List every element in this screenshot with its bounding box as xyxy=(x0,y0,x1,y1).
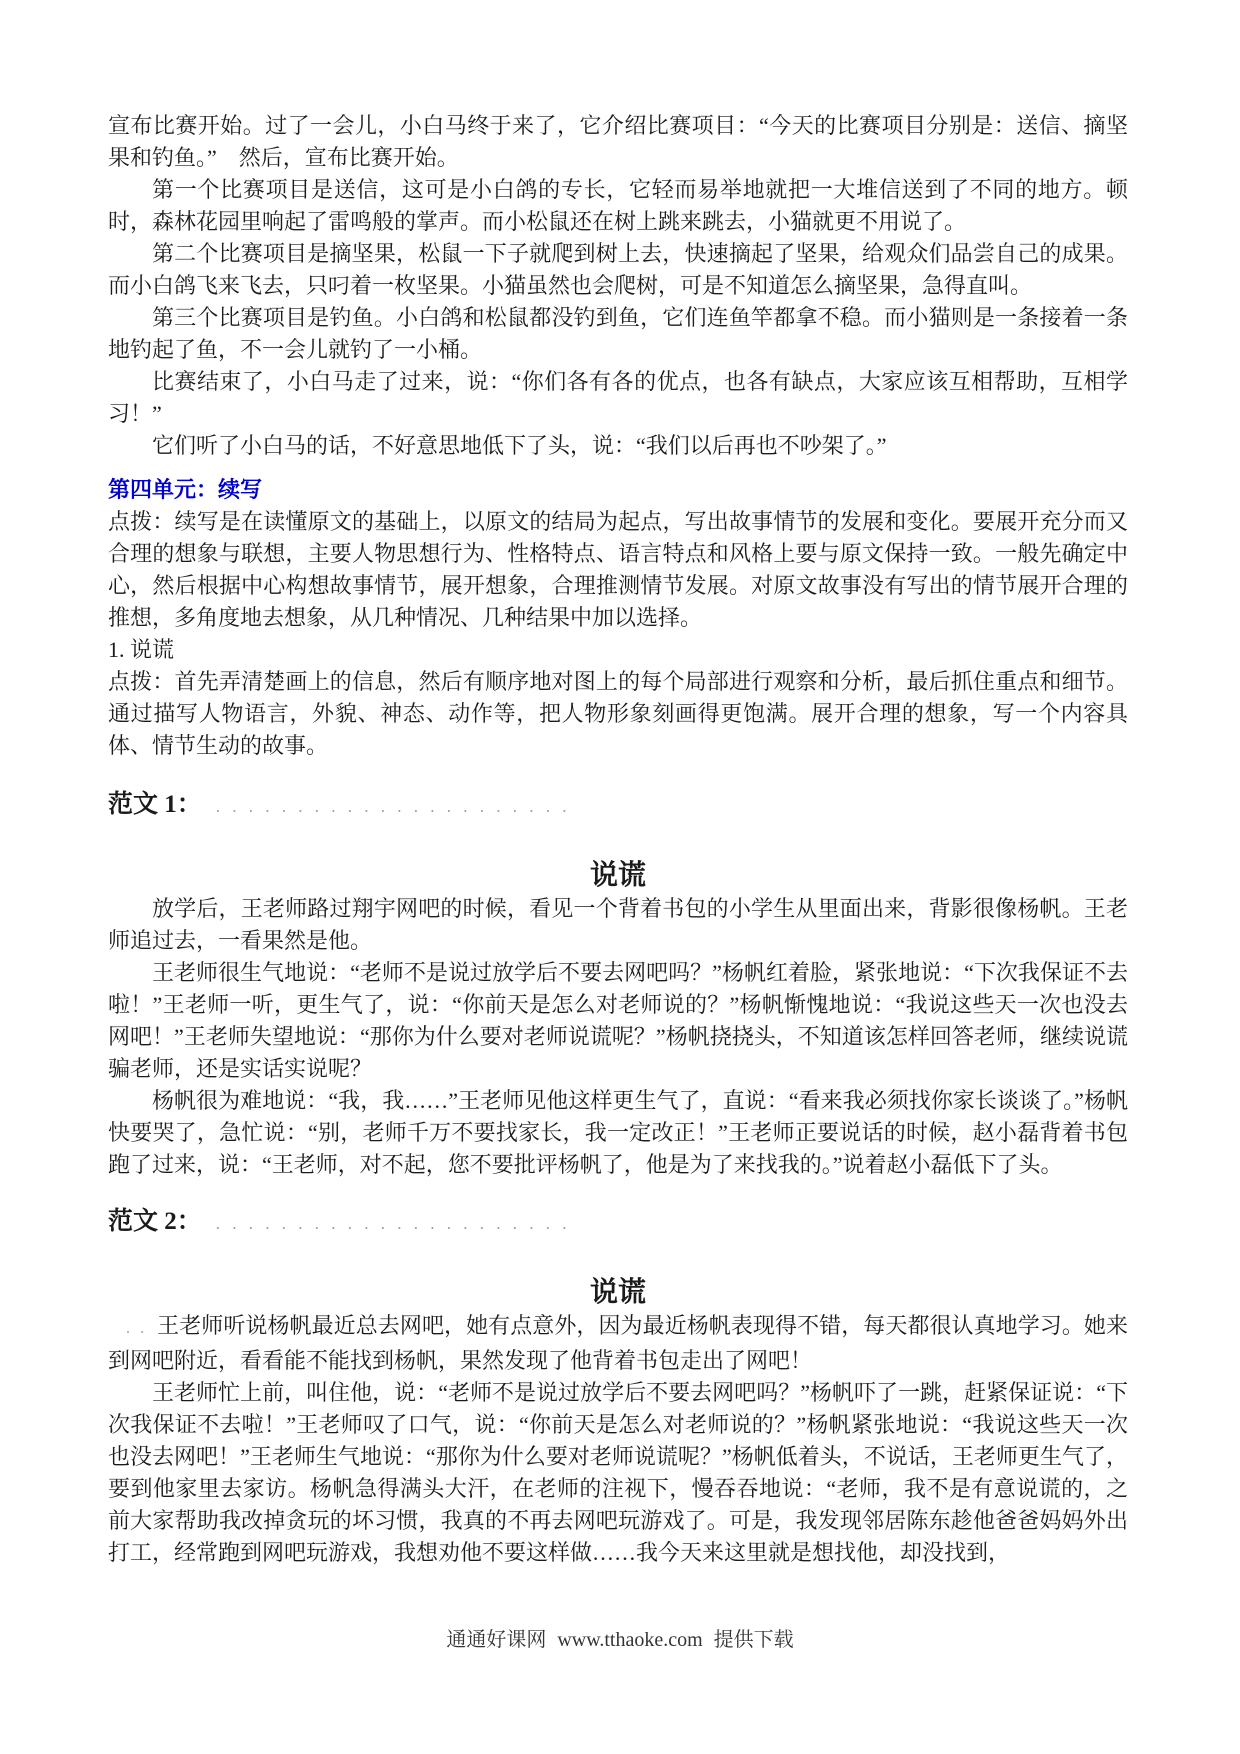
unit-heading: 第四单元：续写 xyxy=(108,477,263,502)
story-paragraph: 第二个比赛项目是摘坚果，松鼠一下子就爬到树上去，快速摘起了坚果，给观众们品尝自己的成果。而小白鸽飞来飞去，只叼着一枚坚果。小猫虽然也会爬树，可是不知道怎么摘坚果，急得直叫。 xyxy=(108,241,1128,298)
sample2-paragraph: 王老师忙上前，叫住他，说：“老师不是说过放学后不要去网吧吗？”杨帆吓了一跳，赶紧保证说：“下次我保证不去啦！”王老师叹了口气，说：“你前天是怎么对老师说的？”杨帆紧张地说：“我说这些天一次也没去网吧！”王老师生气地说：“那你为什么要对老师说谎呢？”杨帆低着头，不说话，王老师更生气了，要到他家里去家访。杨帆急得满头大汗，在老师的注视下，慢吞吞地说：“老师，我不是有意说谎的，之前大家帮助我改掉贪玩的坏习惯，我真的不再去网吧玩游戏了。可是，我发现邻居陈东趁他爸爸妈妈外出打工，经常跑到网吧玩游戏，我想劝他不要这样做……我今天来这里就是想找他，却没找到， xyxy=(108,1380,1128,1565)
sample2-essay-title: 说谎 xyxy=(589,1277,646,1308)
sample2-paragraph-text: 王老师听说杨帆最近总去网吧，她有点意外，因为最近杨帆表现得不错，每天都很认真地学习。她来到网吧附近，看看能不能找到杨帆，果然发现了他背着书包走出了网吧！ xyxy=(108,1313,1128,1373)
sample1-label-row xyxy=(108,788,1128,825)
sample1-paragraph: 放学后，王老师路过翔宇网吧的时候，看见一个背着书包的小学生从里面出来，背影很像杨帆。王老师追过去，一看果然是他。 xyxy=(108,896,1128,953)
sample1-paragraph: 王老师很生气地说：“老师不是说过放学后不要去网吧吗？”杨帆红着脸，紧张地说：“下次我保证不去啦！”王老师一听，更生气了，说：“你前天是怎么对老师说的？”杨帆惭愧地说：“我说这些天一次也没去网吧！”王老师失望地说：“那你为什么要对老师说谎呢？”杨帆挠挠头，不知道该怎样回答老师，继续说谎骗老师，还是实话实说呢？ xyxy=(108,960,1128,1081)
sample2-label-row xyxy=(108,1205,1128,1242)
footer-credit: 通通好课网 www.tthaoke.com 提供下载 xyxy=(446,1629,794,1651)
story-paragraph: 第一个比赛项目是送信，这可是小白鸽的专长，它轻而易举地就把一大堆信送到了不同的地方。顿时，森林花园里响起了雷鸣般的掌声。而小松鼠还在树上跳来跳去，小猫就更不用说了。 xyxy=(108,177,1128,234)
exercise-tip: 点拨：首先弄清楚画上的信息，然后有顺序地对图上的每个局部进行观察和分析，最后抓住重点和细节。通过描写人物语言，外貌、神态、动作等，把人物形象刻画得更饱满。展开合理的想象，写一个内容具体、情节生动的故事。 xyxy=(108,669,1128,758)
story-paragraph: 它们听了小白马的话，不好意思地低下了头，说：“我们以后再也不吵架了。” xyxy=(152,433,887,458)
story-paragraph: 第三个比赛项目是钓鱼。小白鸽和松鼠都没钓到鱼，它们连鱼竿都拿不稳。而小猫则是一条接着一条地钓起了鱼，不一会儿就钓了一小桶。 xyxy=(108,305,1128,362)
lead-dots: . . xyxy=(126,1320,148,1337)
sample1-essay-title: 说谎 xyxy=(589,860,646,891)
dotted-line: . . . . . . . . . . . . . . . . . . . . . . xyxy=(215,1214,571,1233)
sample2-label: 范文 2： xyxy=(108,1208,202,1235)
story-paragraph: 比赛结束了，小白马走了过来，说：“你们各有各的优点，也各有缺点，大家应该互相帮助，互相学习！” xyxy=(108,369,1128,426)
sample1-paragraph: 杨帆很为难地说：“我，我……”王老师见他这样更生气了，直说：“看来我必须找你家长谈谈了。”杨帆快要哭了，急忙说：“别，老师千万不要找家长，我一定改正！”王老师正要说话的时候，赵小磊背着书包跑了过来，说：“王老师，对不起，您不要批评杨帆了，他是为了来找我的。”说着赵小磊低下了头。 xyxy=(108,1088,1128,1177)
document-content xyxy=(108,110,1128,1569)
exercise-number: 1. 说谎 xyxy=(108,637,175,662)
dotted-line: . . . . . . . . . . . . . . . . . . . . . . xyxy=(215,797,571,816)
unit-tip: 点拨：续写是在读懂原文的基础上，以原文的结局为起点，写出故事情节的发展和变化。要展开充分而又合理的想象与联想，主要人物思想行为、性格特点、语言特点和风格上要与原文保持一致。一般先确定中心，然后根据中心构想故事情节，展开想象，合理推测情节发展。对原文故事没有写出的情节展开合理的推想，多角度地去想象，从几种情况、几种结果中加以选择。 xyxy=(108,509,1128,630)
sample1-label: 范文 1： xyxy=(108,791,202,818)
sample2-paragraph xyxy=(108,1310,1128,1377)
story-paragraph: 宣布比赛开始。过了一会儿，小白马终于来了，它介绍比赛项目：“今天的比赛项目分别是：送信、摘坚果和钓鱼。” 然后，宣布比赛开始。 xyxy=(108,113,1128,170)
